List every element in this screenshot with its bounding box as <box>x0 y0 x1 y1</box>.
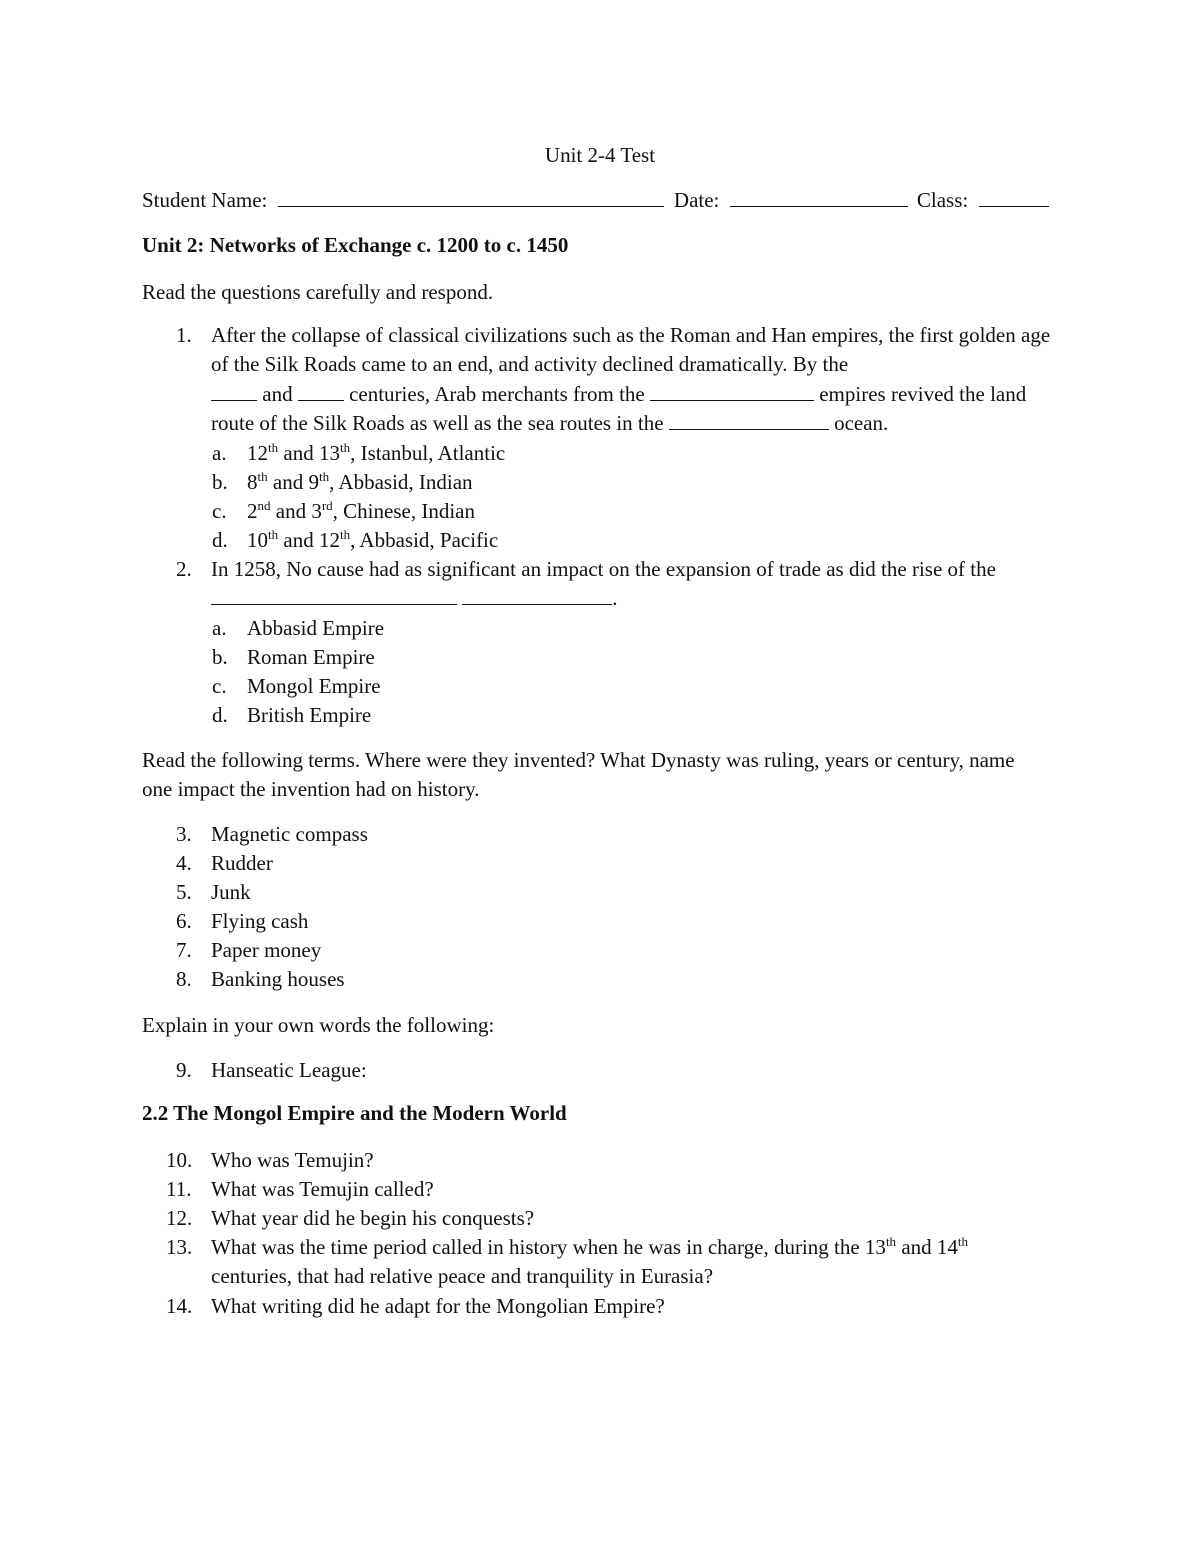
terms-instruction: Read the following terms. Where were they invented? What Dynasty was ruling, years or century, name one impact the invention had on history. <box>142 748 1015 801</box>
question-9 <box>176 1056 367 1085</box>
term-number: 6. <box>176 909 192 933</box>
term-item <box>176 907 308 936</box>
question-text: What writing did he adapt for the Mongolian Empire? <box>211 1294 665 1318</box>
option-text: 2nd and 3rd, Chinese, Indian <box>247 498 475 523</box>
option-letter: d. <box>212 703 228 727</box>
unit22-heading: 2.2 The Mongol Empire and the Modern World <box>142 1101 567 1125</box>
question-13 <box>166 1233 1036 1292</box>
term-item <box>176 878 251 907</box>
question-1-option-a[interactable] <box>212 439 505 468</box>
question-2-option-d[interactable] <box>212 701 371 730</box>
question-text: Who was Temujin? <box>211 1148 374 1172</box>
term-number: 7. <box>176 938 192 962</box>
question-1-option-d[interactable] <box>212 526 498 555</box>
unit2-heading: Unit 2: Networks of Exchange c. 1200 to c. 1450 <box>142 233 569 257</box>
student-name-blank[interactable] <box>278 192 664 207</box>
class-blank[interactable] <box>979 192 1049 207</box>
option-text: Roman Empire <box>247 645 375 669</box>
option-letter: c. <box>212 499 227 523</box>
question-1-option-b[interactable] <box>212 468 473 497</box>
answer-blank[interactable] <box>211 590 457 605</box>
class-label: Class: <box>916 188 969 212</box>
question-number: 12. <box>166 1206 193 1230</box>
question-number: 14. <box>166 1294 193 1318</box>
question-2-option-b[interactable] <box>212 643 375 672</box>
option-text: 8th and 9th, Abbasid, Indian <box>247 469 473 494</box>
term-number: 3. <box>176 822 192 846</box>
question-number: 11. <box>166 1177 192 1201</box>
question-number: 9. <box>176 1058 192 1082</box>
term-number: 5. <box>176 880 192 904</box>
question-1-option-c[interactable] <box>212 497 475 526</box>
term-text: Rudder <box>211 851 273 875</box>
answer-blank[interactable] <box>650 386 814 401</box>
question-2-option-a[interactable] <box>212 614 384 643</box>
option-letter: b. <box>212 645 228 669</box>
option-letter: c. <box>212 674 227 698</box>
question-text: Hanseatic League: <box>211 1058 367 1082</box>
term-text: Junk <box>211 880 251 904</box>
question-text: What year did he begin his conquests? <box>211 1206 535 1230</box>
option-text: British Empire <box>247 703 372 727</box>
student-info-line <box>142 188 1058 213</box>
question-text-part: ocean. <box>834 411 889 436</box>
question-11 <box>166 1175 1066 1204</box>
question-2-option-c[interactable] <box>212 672 381 701</box>
option-text: 10th and 12th, Abbasid, Pacific <box>247 527 499 552</box>
option-text: Abbasid Empire <box>247 616 385 640</box>
term-text: Magnetic compass <box>211 822 368 846</box>
question-text-part: and <box>262 381 293 406</box>
answer-blank[interactable] <box>669 415 829 430</box>
question-2 <box>176 555 1060 614</box>
term-item <box>176 936 321 965</box>
term-item <box>176 849 273 878</box>
question-text-part: . <box>612 586 618 611</box>
question-text-part: After the collapse of classical civilizations such as the Roman and Han empires, the first golden age of the Silk Roads came to an end, and activity declined dramatically. By the <box>211 323 1051 377</box>
unit2-instruction: Read the questions carefully and respond. <box>142 280 494 304</box>
option-text: 12th and 13th, Istanbul, Atlantic <box>247 440 506 465</box>
option-letter: a. <box>212 616 227 640</box>
question-1 <box>176 321 1060 439</box>
question-text: What was Temujin called? <box>211 1177 434 1201</box>
question-12 <box>166 1204 1066 1233</box>
term-number: 4. <box>176 851 192 875</box>
term-text: Banking houses <box>211 967 345 991</box>
term-text: Flying cash <box>211 909 309 933</box>
explain-instruction: Explain in your own words the following: <box>142 1013 495 1037</box>
answer-blank[interactable] <box>298 386 344 401</box>
question-text-part: In 1258, No cause had as significant an impact on the expansion of trade as did the rise of the <box>211 557 996 581</box>
answer-blank[interactable] <box>462 590 612 605</box>
option-letter: b. <box>212 470 228 494</box>
question-10 <box>166 1146 1066 1175</box>
student-name-label: Student Name: <box>142 188 268 212</box>
date-label: Date: <box>673 188 720 212</box>
question-text-part: empires revived the land route of the Silk Roads as well as the sea routes in the <box>211 381 1027 436</box>
question-number: 1. <box>176 323 192 347</box>
option-letter: a. <box>212 441 227 465</box>
question-14 <box>166 1292 1066 1321</box>
page-title: Unit 2-4 Test <box>544 143 656 167</box>
term-number: 8. <box>176 967 192 991</box>
option-letter: d. <box>212 528 228 552</box>
term-item <box>176 820 368 849</box>
term-item <box>176 965 345 994</box>
date-blank[interactable] <box>730 192 908 207</box>
question-text-part: centuries, Arab merchants from the <box>349 381 645 406</box>
question-text <box>211 555 1060 614</box>
question-text: What was the time period called in history when he was in charge, during the 13th and 14th centuries, that had relative peace and tranquility in Eurasia? <box>211 1234 969 1289</box>
option-text: Mongol Empire <box>247 674 381 698</box>
question-number: 2. <box>176 557 192 581</box>
term-text: Paper money <box>211 938 322 962</box>
answer-blank[interactable] <box>211 386 257 401</box>
question-number: 10. <box>166 1148 193 1172</box>
question-text <box>211 321 1060 439</box>
question-number: 13. <box>166 1235 193 1259</box>
